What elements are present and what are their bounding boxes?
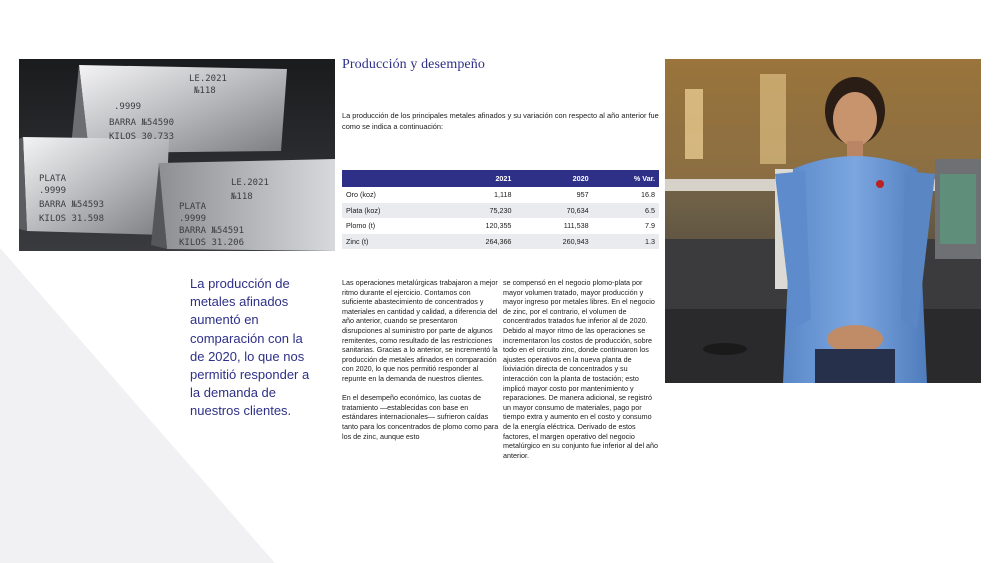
bar3-line3: PLATA bbox=[179, 202, 207, 212]
table-row bbox=[342, 234, 659, 250]
table-cell: 120,355 bbox=[485, 221, 512, 231]
pull-quote: La producción de metales afinados aumentó en comparación con la de 2020, lo que nos permitió responder a la demanda de nuestros clientes. bbox=[190, 276, 310, 419]
table-cell: Plomo (t) bbox=[346, 221, 376, 231]
table-cell: 111,538 bbox=[563, 221, 589, 231]
bar2-line4: KILOS 31.598 bbox=[39, 214, 105, 224]
body-paragraph: Las operaciones metalúrgicas trabajaron a mejor ritmo durante el ejercicio. Contamos con suficiente abastecimiento de concentrados y materiales en cantidad y calidad, a diferencia del año anterior, cuando se presentaron disrupciones al suministro por parte de algunos remitentes, como resultado de las restricciones sanitarias. Gracias a lo anterior, se incrementó la producción de metales afinados en comparación con 2020, lo que nos permitió responder al repunte en la demanda de nuestros clientes. bbox=[342, 278, 498, 383]
bar2-line1: PLATA bbox=[39, 174, 67, 184]
bar1-line5: KILOS 30.733 bbox=[109, 132, 175, 142]
bar3-line4: .9999 bbox=[179, 214, 207, 224]
bar2-line2: .9999 bbox=[39, 186, 67, 196]
bar3-line5: BARRA №54591 bbox=[179, 226, 245, 236]
table-cell: Plata (koz) bbox=[342, 203, 438, 219]
table-cell: 1.3 bbox=[593, 234, 659, 250]
section-title: Producción y desempeño bbox=[342, 57, 485, 72]
table-cell: Zinc (t) bbox=[342, 234, 438, 250]
table-row bbox=[342, 218, 659, 234]
table-cell: 16.8 bbox=[641, 190, 655, 200]
header-cell: % Var. bbox=[593, 170, 659, 187]
bar3-line6: KILOS 31.206 bbox=[179, 238, 245, 248]
header-cell: 2021 bbox=[438, 170, 515, 187]
body-paragraph: En el desempeño económico, las cuotas de tratamiento —establecidas con base en estándares internacionales— sufrieron caídas tanto para los concentrados de plomo como para los de zinc, aunque esto bbox=[342, 393, 499, 441]
bar1-line4: BARRA №54590 bbox=[109, 118, 175, 128]
table-cell: 6.5 bbox=[593, 203, 659, 219]
table-row bbox=[342, 187, 659, 203]
bar3-line2: №118 bbox=[231, 192, 253, 202]
table-row bbox=[342, 203, 659, 219]
table-cell: 957 bbox=[576, 190, 589, 200]
header-cell bbox=[342, 170, 438, 187]
bar1-line3: .9999 bbox=[114, 102, 142, 112]
silver-bars-photo bbox=[19, 59, 335, 251]
bar1-line1: LE.2021 bbox=[189, 74, 227, 84]
table-cell: 1,118 bbox=[493, 190, 512, 200]
header-cell: 2020 bbox=[515, 170, 592, 187]
bar2-line3: BARRA №54593 bbox=[39, 200, 105, 210]
table-cell: 260,943 bbox=[515, 234, 592, 250]
table-cell: Oro (koz) bbox=[346, 190, 376, 200]
table-cell: 75,230 bbox=[438, 203, 515, 219]
table-cell: 70,634 bbox=[515, 203, 592, 219]
table-cell: 7.9 bbox=[645, 221, 655, 231]
body-column-1 bbox=[342, 278, 499, 451]
production-table bbox=[342, 170, 659, 249]
table-cell: 264,366 bbox=[438, 234, 515, 250]
bar1-line2: №118 bbox=[194, 86, 216, 96]
body-paragraph: se compensó en el negocio plomo-plata por mayor volumen tratado, mayor producción y mayor ingreso por metales libres. En el negocio de zinc, por el contrario, el volumen de concentrados tratados fue inferior al de 2020. Debido al mayor ritmo de las operaciones se incrementaron los costos de producción, sobre todo en el circuito zinc, donde continuaron los ajustes operativos en la nueva planta de lixiviación directa de concentrados y su interacción con la planta de tostación; esto implicó mayor costo por mantenimiento y reparaciones. De manera adicional, se registró un mayor consumo de materiales, pago por tiempo extra y aumento en el costo y consumo de la energía eléctrica. Derivado de estos factores, el margen operativo del negocio metalúrgico en su conjunto fue inferior al del año anterior. bbox=[503, 278, 659, 460]
table-header-row bbox=[342, 170, 659, 187]
body-column-2 bbox=[503, 278, 660, 470]
bar3-line1: LE.2021 bbox=[231, 178, 269, 188]
intro-text: La producción de los principales metales afinados y su variación con respecto al año anterior fue como se indica a continuación: bbox=[342, 111, 659, 131]
worker-photo bbox=[665, 59, 981, 383]
